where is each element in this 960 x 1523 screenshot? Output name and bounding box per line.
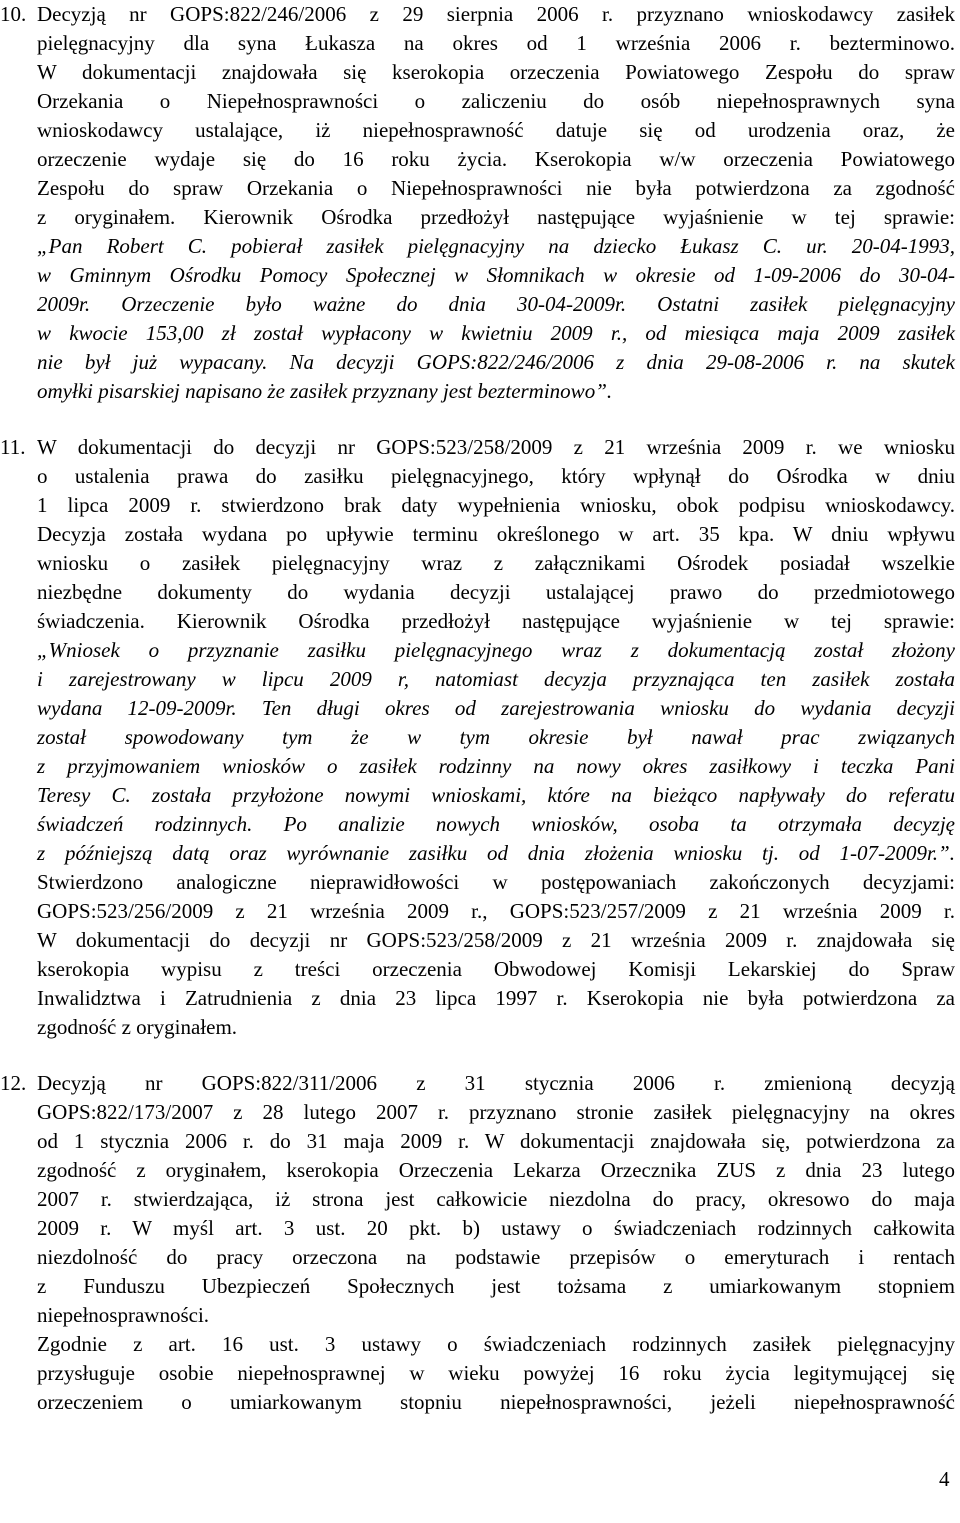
text-line bbox=[37, 781, 955, 810]
text-line bbox=[37, 58, 955, 87]
text-segment: pielęgnacyjny dla syna Łukasza na okres od 1 września 2006 r. bezterminowo. bbox=[37, 31, 955, 55]
text-line bbox=[37, 868, 955, 897]
text-line bbox=[37, 0, 955, 29]
text-segment: niepełnosprawności. bbox=[37, 1303, 210, 1327]
text-line bbox=[37, 549, 955, 578]
text-line bbox=[37, 607, 955, 636]
text-segment: Decyzja została wydana po upływie terminu określonego w art. 35 kpa. W dniu wpływu bbox=[37, 522, 955, 546]
text-segment: od 1 stycznia 2006 r. do 31 maja 2009 r. W dokumentacji znajdowała się, potwierdzona za bbox=[37, 1129, 955, 1153]
text-segment: z Funduszu Ubezpieczeń Społecznych jest tożsama z umiarkowanym stopniem bbox=[37, 1274, 955, 1298]
item-number: 11. bbox=[0, 435, 26, 459]
text-segment: Zgodnie z art. 16 ust. 3 ustawy o świadczeniach rodzinnych zasiłek pielęgnacyjny bbox=[37, 1332, 955, 1356]
text-line bbox=[37, 491, 955, 520]
text-line bbox=[37, 955, 955, 984]
item-text bbox=[37, 0, 955, 406]
text-line bbox=[37, 1127, 955, 1156]
text-segment: Decyzją nr GOPS:822/246/2006 z 29 sierpnia 2006 r. przyznano wnioskodawcy zasiłek bbox=[37, 2, 955, 26]
italic-text: nie był już wypacany. Na decyzji GOPS:822/246/2006 z dnia 29-08-2006 r. na skutek bbox=[37, 350, 955, 374]
text-line bbox=[37, 1301, 955, 1330]
item-text bbox=[37, 433, 955, 1042]
text-segment: 1 lipca 2009 r. stwierdzono brak daty wypełnienia wniosku, obok podpisu wnioskodawcy. bbox=[37, 493, 955, 517]
text-segment: Stwierdzono analogiczne nieprawidłowości w postępowaniach zakończonych decyzjami: bbox=[37, 870, 955, 894]
text-line bbox=[37, 665, 955, 694]
text-line bbox=[37, 203, 955, 232]
text-line bbox=[37, 1069, 955, 1098]
text-segment: W dokumentacji znajdowała się kserokopia orzeczenia Powiatowego Zespołu do spraw bbox=[37, 60, 955, 84]
text-line bbox=[37, 319, 955, 348]
page-number: 4 bbox=[939, 1467, 950, 1491]
text-line bbox=[37, 926, 955, 955]
italic-text: został spowodowany tym że w tym okresie był nawał prac związanych bbox=[37, 725, 955, 749]
text-line bbox=[37, 377, 955, 406]
text-segment: W dokumentacji do decyzji nr GOPS:523/258/2009 z 21 września 2009 r. znajdowała się bbox=[37, 928, 955, 952]
text-line bbox=[37, 839, 955, 868]
text-segment: Inwalidztwa i Zatrudnienia z dnia 23 lipca 1997 r. Kserokopia nie była potwierdzona za bbox=[37, 986, 955, 1010]
text-line bbox=[37, 1013, 955, 1042]
text-segment: wnioskodawcy ustalające, iż niepełnosprawność datuje się od urodzenia oraz, że bbox=[37, 118, 955, 142]
text-segment: przysługuje osobie niepełnosprawnej w wieku powyżej 16 roku życia legitymującej się bbox=[37, 1361, 955, 1385]
text-segment: GOPS:523/256/2009 z 21 września 2009 r., GOPS:523/257/2009 z 21 września 2009 r. bbox=[37, 899, 955, 923]
text-line bbox=[37, 723, 955, 752]
text-segment: GOPS:822/173/2007 z 28 lutego 2007 r. przyznano stronie zasiłek pielęgnacyjny na okres bbox=[37, 1100, 955, 1124]
text-line bbox=[37, 520, 955, 549]
text-line bbox=[37, 1185, 955, 1214]
text-line bbox=[37, 1098, 955, 1127]
text-line bbox=[37, 290, 955, 319]
text-segment: niezbędne dokumenty do wydania decyzji ustalającej prawo do przedmiotowego bbox=[37, 580, 955, 604]
text-line bbox=[37, 348, 955, 377]
text-line bbox=[37, 1243, 955, 1272]
text-segment: zgodność z oryginałem. bbox=[37, 1015, 238, 1039]
text-segment: Zespołu do spraw Orzekania o Niepełnosprawności nie była potwierdzona za zgodność bbox=[37, 176, 955, 200]
text-segment: z oryginałem. Kierownik Ośrodka przedłożył następujące wyjaśnienie w tej sprawie: bbox=[37, 205, 955, 229]
item-text bbox=[37, 1069, 955, 1417]
italic-text: „Wniosek o przyznanie zasiłku pielęgnacyjnego wraz z dokumentacją został złożony bbox=[37, 638, 955, 662]
text-line bbox=[37, 636, 955, 665]
text-line bbox=[37, 810, 955, 839]
italic-text: omyłki pisarskiej napisano że zasiłek przyznany jest bezterminowo”. bbox=[37, 379, 613, 403]
text-segment: świadczenia. Kierownik Ośrodka przedłożył następujące wyjaśnienie w tej sprawie: bbox=[37, 609, 955, 633]
text-segment: W dokumentacji do decyzji nr GOPS:523/258/2009 z 21 września 2009 r. we wniosku bbox=[37, 435, 955, 459]
italic-text: ., od miesiąca maja 2009 zasiłek bbox=[616, 321, 955, 345]
list-item-10 bbox=[0, 0, 960, 406]
text-line bbox=[37, 261, 955, 290]
text-line bbox=[37, 1388, 955, 1417]
text-line bbox=[37, 578, 955, 607]
text-line bbox=[37, 29, 955, 58]
text-line bbox=[37, 752, 955, 781]
text-line bbox=[37, 174, 955, 203]
italic-text: „Pan Robert C. pobierał zasiłek pielęgnacyjny na dziecko Łukasz C. ur. 20-04-1993, bbox=[37, 234, 955, 258]
text-segment: Decyzją nr GOPS:822/311/2006 z 31 stycznia 2006 r. zmienioną decyzją bbox=[37, 1071, 955, 1095]
text-line bbox=[37, 1214, 955, 1243]
text-segment: o ustalenia prawa do zasiłku pielęgnacyjnego, który wpłynął do Ośrodka w dniu bbox=[37, 464, 955, 488]
text-line bbox=[37, 694, 955, 723]
italic-text: wydana 12-09-2009r. Ten długi okres od zarejestrowania wniosku do wydania decyzji bbox=[37, 696, 955, 720]
italic-text: świadczeń rodzinnych. Po analizie nowych wniosków, osoba ta otrzymała decyzję bbox=[37, 812, 955, 836]
text-segment: Orzekania o Niepełnosprawności o zaliczeniu do osób niepełnosprawnych syna bbox=[37, 89, 955, 113]
text-segment: orzeczeniem o umiarkowanym stopniu niepełnosprawności, jeżeli niepełnosprawność bbox=[37, 1390, 955, 1414]
italic-text: w Gminnym Ośrodku Pomocy Społecznej w Słomnikach w okresie od 1-09-2006 do 30-04- bbox=[37, 263, 955, 287]
italic-text: w kwocie 153,00 zł został wypłacony w kwietniu 2009 r bbox=[37, 321, 617, 345]
text-line bbox=[37, 232, 955, 261]
text-line bbox=[37, 462, 955, 491]
italic-text: Teresy C. została przyłożone nowymi wnioskami, które na bieżąco napływały do referatu bbox=[37, 783, 955, 807]
text-segment: kserokopia wypisu z treści orzeczenia Obwodowej Komisji Lekarskiej do Spraw bbox=[37, 957, 955, 981]
text-line bbox=[37, 1359, 955, 1388]
text-line bbox=[37, 116, 955, 145]
text-segment: zgodność z oryginałem, kserokopia Orzeczenia Lekarza Orzecznika ZUS z dnia 23 lutego bbox=[37, 1158, 955, 1182]
italic-text: z przyjmowaniem wniosków o zasiłek rodzinny na nowy okres zasiłkowy i teczka Pani bbox=[37, 754, 955, 778]
text-segment: 2009 r. W myśl art. 3 ust. 20 pkt. b) ustawy o świadczeniach rodzinnych całkowita bbox=[37, 1216, 955, 1240]
text-line bbox=[37, 1272, 955, 1301]
text-segment: orzeczenie wydaje się do 16 roku życia. Kserokopia w/w orzeczenia Powiatowego bbox=[37, 147, 955, 171]
text-line bbox=[37, 1156, 955, 1185]
text-segment: wniosku o zasiłek pielęgnacyjny wraz z załącznikami Ośrodek posiadał wszelkie bbox=[37, 551, 955, 575]
text-segment: niezdolność do pracy orzeczona na podstawie przepisów o emeryturach i rentach bbox=[37, 1245, 955, 1269]
text-segment: 2007 r. stwierdzająca, iż strona jest całkowicie niezdolna do pracy, okresowo do maja bbox=[37, 1187, 955, 1211]
italic-text: 2009r. Orzeczenie było ważne do dnia 30-04-2009r. Ostatni zasiłek pielęgnacyjny bbox=[37, 292, 955, 316]
text-line bbox=[37, 984, 955, 1013]
item-number: 12. bbox=[0, 1071, 27, 1095]
list-item-12 bbox=[0, 1069, 960, 1417]
item-number: 10. bbox=[0, 2, 27, 26]
list-item-11 bbox=[0, 433, 960, 1042]
text-line bbox=[37, 145, 955, 174]
italic-text: i zarejestrowany w lipcu 2009 r, natomiast decyzja przyznająca ten zasiłek została bbox=[37, 667, 955, 691]
text-line bbox=[37, 433, 955, 462]
text-line bbox=[37, 897, 955, 926]
text-line bbox=[37, 1330, 955, 1359]
italic-text: z późniejszą datą oraz wyrównanie zasiłku od dnia złożenia wniosku tj. od 1-07-2009r.”. bbox=[37, 841, 955, 865]
text-line bbox=[37, 87, 955, 116]
